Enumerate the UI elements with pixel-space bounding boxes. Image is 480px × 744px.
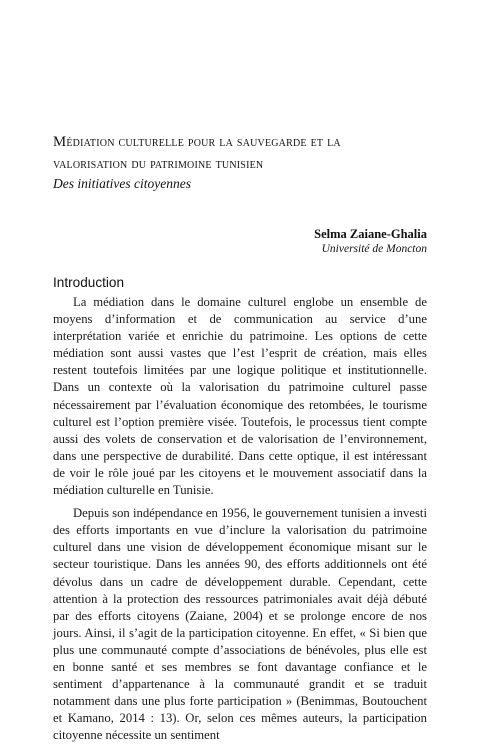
article-title-line-2: valorisation du patrimoine tunisien	[53, 156, 264, 172]
article-header	[53, 131, 433, 192]
body-text	[53, 294, 427, 744]
article-subtitle: Des initiatives citoyennes	[53, 176, 191, 191]
article-title	[53, 131, 433, 175]
paragraph: Depuis son indépendance en 1956, le gouvernement tunisien a investi des efforts importants en vue d’inclure la valorisation du patrimoine culturel dans une vision de développement économique misant sur le secteur touristique. Dans les années 90, des efforts additionnels ont été dévolus dans un cadre de développement durable. Cependant, cette attention à la protection des ressources patrimoniales avait déjà débuté par des efforts citoyens (Zaiane, 2004) et se prolonge encore de nos jours. Ainsi, il s’agit de la participation citoyenne. En effet, « Si bien que plus une communauté compte d’associations de bénévoles, plus elle est en bonne santé et ses membres se font davantage confiance et le sentiment d’appartenance à la communauté grandit et se traduit notamment dans une plus forte participation » (Benimmas, Boutouchent et Kamano, 2014 : 13). Or, selon ces mêmes auteurs, la participation citoyenne nécessite un sentiment	[53, 506, 427, 743]
author-block	[314, 226, 427, 257]
section-heading: Introduction	[53, 275, 125, 290]
author-name: Selma Zaiane-Ghalia	[314, 227, 427, 241]
author-affiliation: Université de Moncton	[321, 243, 427, 255]
article-title-line-1: Médiation culturelle pour la sauvegarde et la	[53, 134, 341, 150]
paragraph: La médiation dans le domaine culturel englobe un ensemble de moyens d’information et de communication au service d’une interprétation variée et enrichie du patrimoine. Les options de cette médiation sont aussi vastes que l’est l’esprit de création, mais elles restent toutefois limitées par une logique politique et institutionnelle. Dans un contexte où la valorisation du patrimoine culturel passe nécessairement par l’évaluation économique des retombées, le tourisme culturel est l’option première visée. Toutefois, le processus tient compte aussi des volets de conservation et de valorisation de l’environnement, dans une perspective de durabilité. Dans cette optique, il est intéressant de voir le rôle joué par les citoyens et le mouvement associatif dans la médiation culturelle en Tunisie.	[53, 295, 427, 498]
